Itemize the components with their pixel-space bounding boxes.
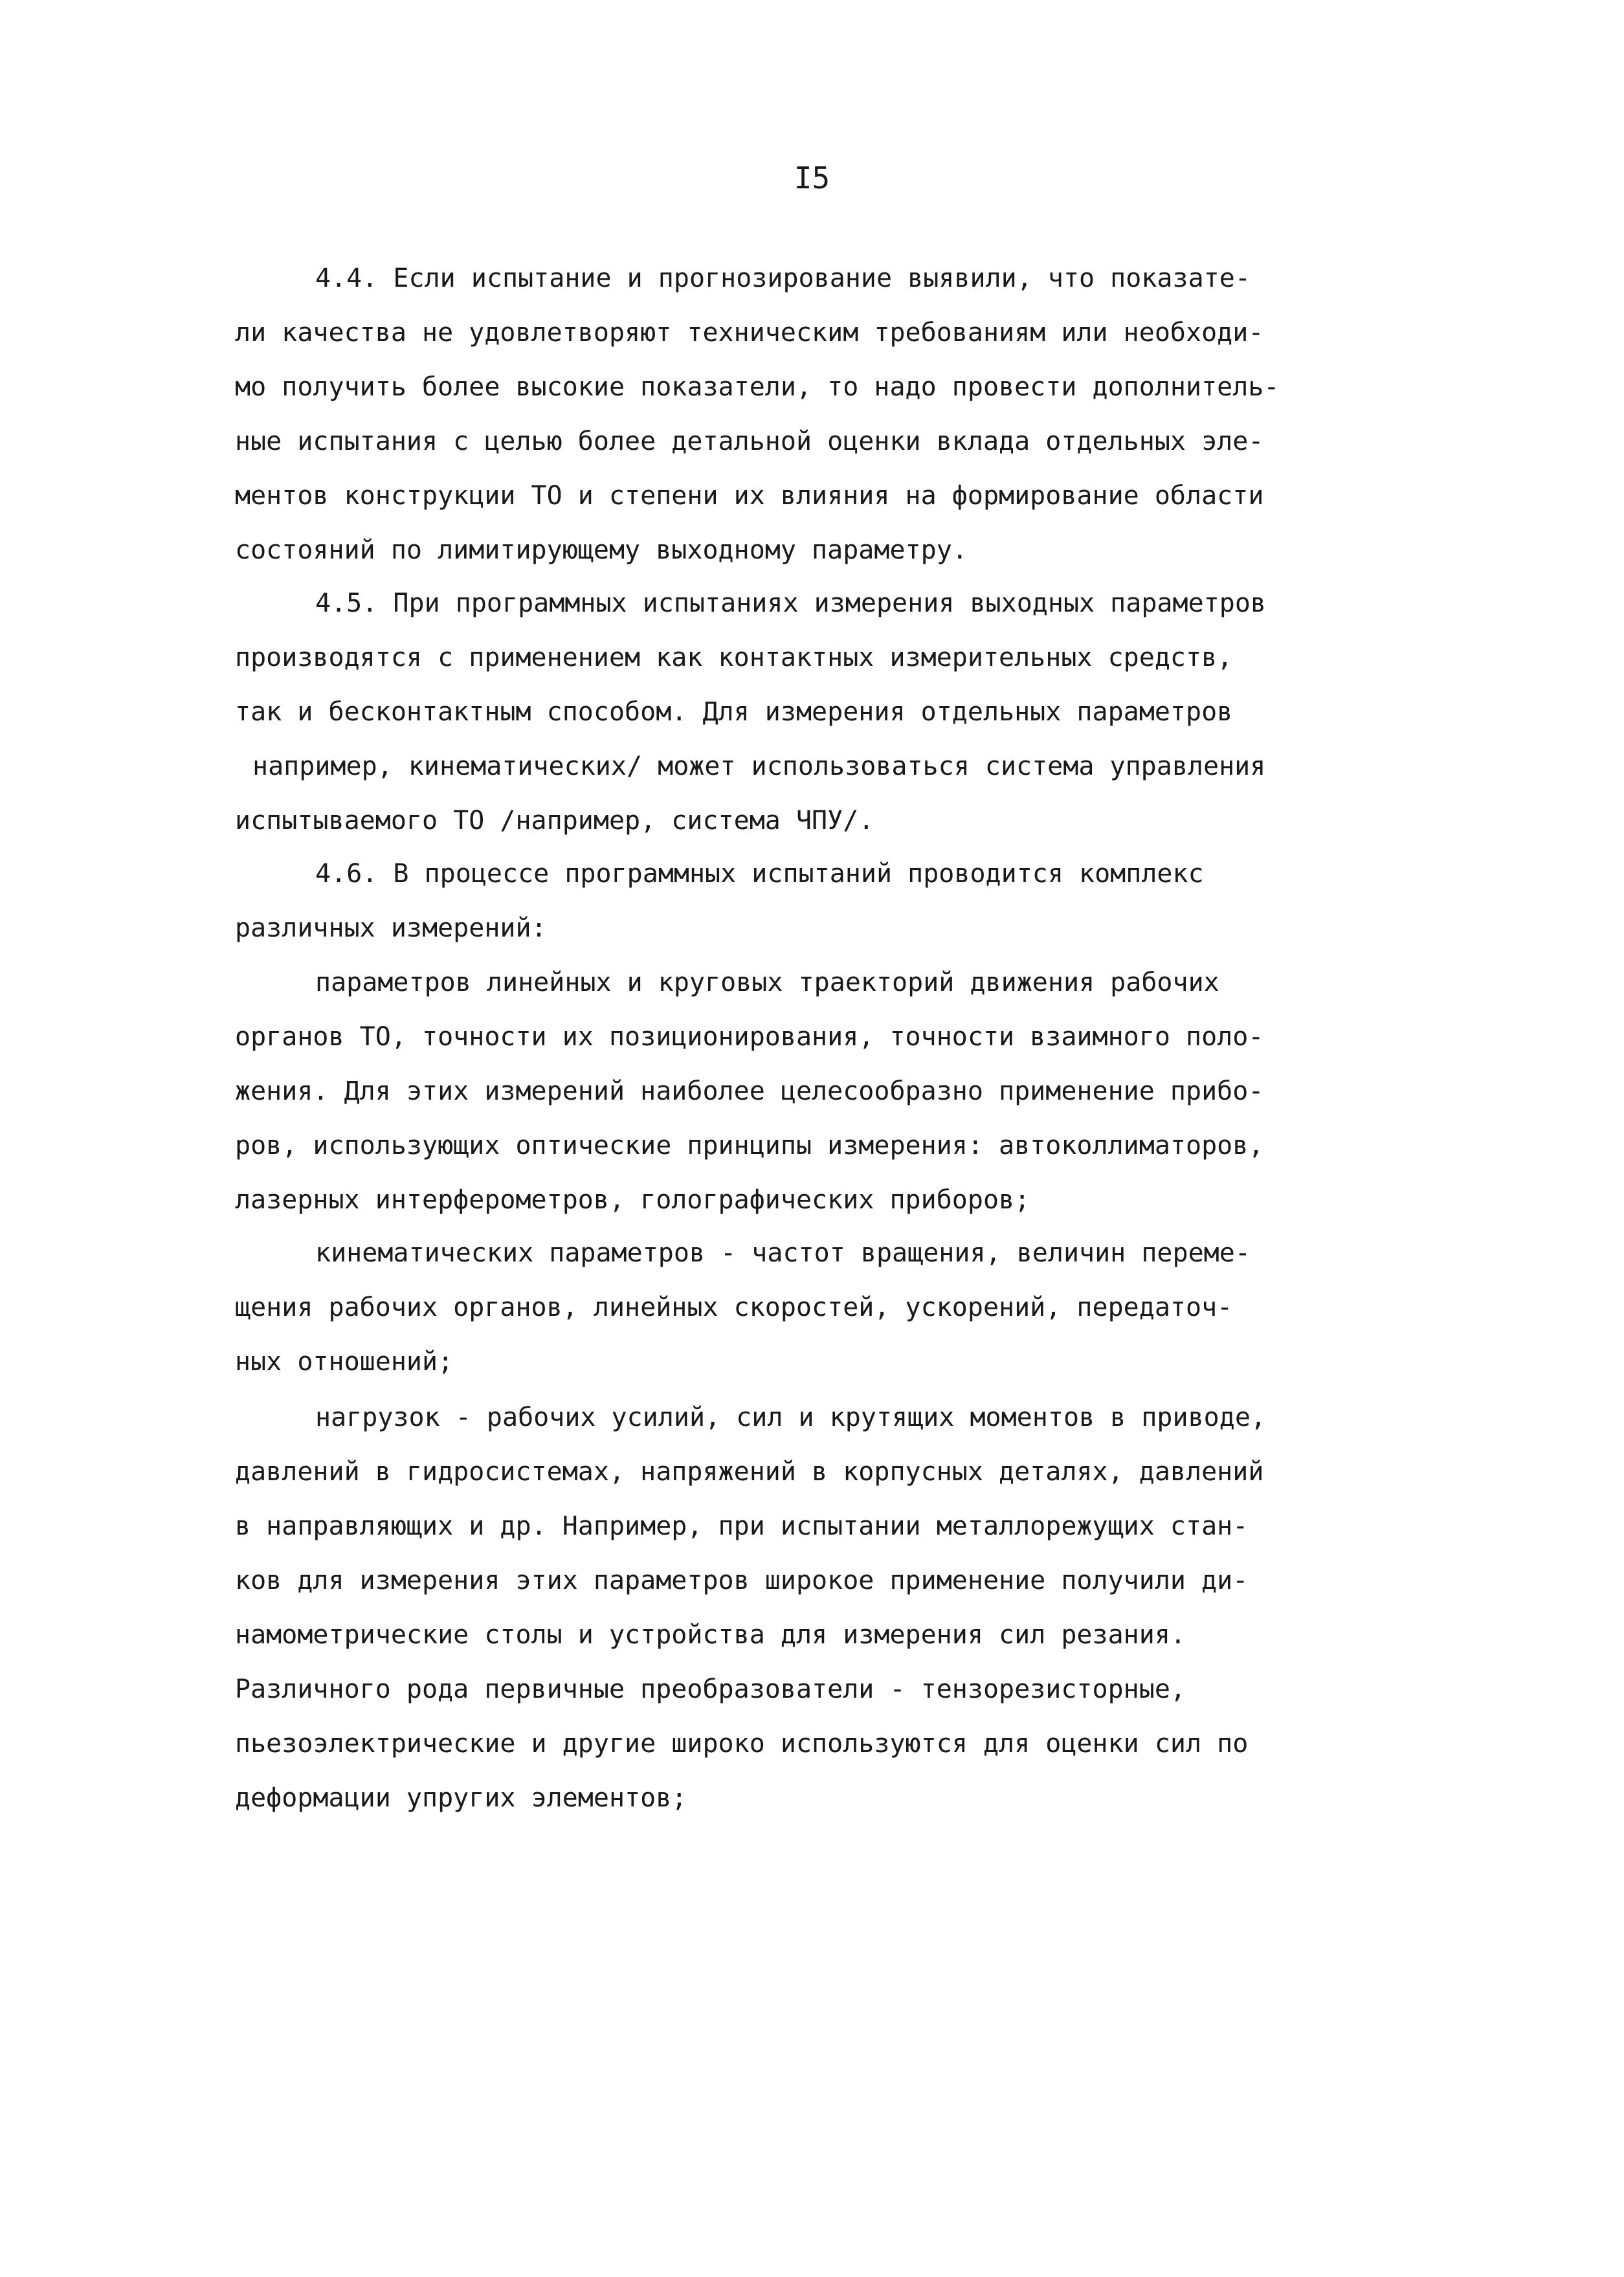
text-line: ли качества не удовлетворяют техническим требованиям или необходи- bbox=[235, 318, 1264, 348]
text-line: 4.4. Если испытание и прогнозирование выявили, что показате- bbox=[315, 263, 1251, 293]
text-line: производятся с применением как контактных измерительных средств, bbox=[235, 643, 1233, 672]
text-line: испытываемого ТО /например, система ЧПУ/. bbox=[235, 806, 874, 836]
text-line: органов ТО, точности их позиционирования, точности взаимного поло- bbox=[235, 1022, 1264, 1052]
text-line: ные испытания с целью более детальной оценки вклада отдельных эле- bbox=[235, 427, 1264, 456]
text-line: давлений в гидросистемах, напряжений в корпусных деталях, давлений bbox=[235, 1457, 1264, 1487]
text-line: мо получить более высокие показатели, то надо провести дополнитель- bbox=[235, 372, 1280, 402]
text-line: различных измерений: bbox=[235, 913, 547, 943]
text-line: пьезоэлектрические и другие широко используются для оценки сил по bbox=[235, 1729, 1249, 1759]
text-line: например, кинематических/ может использоваться система управления bbox=[252, 751, 1266, 781]
text-line: 4.5. При программных испытаниях измерения выходных параметров bbox=[315, 588, 1267, 618]
text-line: жения. Для этих измерений наиболее целесообразно применение прибо- bbox=[235, 1076, 1264, 1106]
text-line: состояний по лимитирующему выходному параметру. bbox=[235, 535, 968, 565]
text-line: намометрические столы и устройства для измерения сил резания. bbox=[235, 1620, 1186, 1650]
text-line: щения рабочих органов, линейных скоростей, ускорений, передаточ- bbox=[235, 1293, 1233, 1322]
text-line: нагрузок - рабочих усилий, сил и крутящих моментов в приводе, bbox=[315, 1403, 1267, 1432]
text-line: параметров линейных и круговых траекторий движения рабочих bbox=[315, 968, 1219, 997]
text-line: в направляющих и др. Например, при испытании металлорежущих стан- bbox=[235, 1511, 1249, 1541]
page-number: I5 bbox=[794, 161, 830, 195]
text-line: 4.6. В процессе программных испытаний проводится комплекс bbox=[315, 859, 1204, 889]
text-line: кинематических параметров - частот вращения, величин переме- bbox=[315, 1238, 1251, 1268]
text-line: так и бесконтактным способом. Для измерения отдельных параметров bbox=[235, 697, 1233, 727]
text-line: ных отношений; bbox=[235, 1347, 454, 1377]
text-line: Различного рода первичные преобразователи - тензорезисторные, bbox=[235, 1674, 1186, 1704]
text-line: ков для измерения этих параметров широкое применение получили ди- bbox=[235, 1566, 1249, 1595]
text-line: ментов конструкции ТО и степени их влияния на формирование области bbox=[235, 481, 1264, 511]
text-line: деформации упругих элементов; bbox=[235, 1783, 687, 1813]
text-line: лазерных интерферометров, голографических приборов; bbox=[235, 1185, 1030, 1215]
text-line: ров, использующих оптические принципы измерения: автоколлиматоров, bbox=[235, 1131, 1264, 1161]
